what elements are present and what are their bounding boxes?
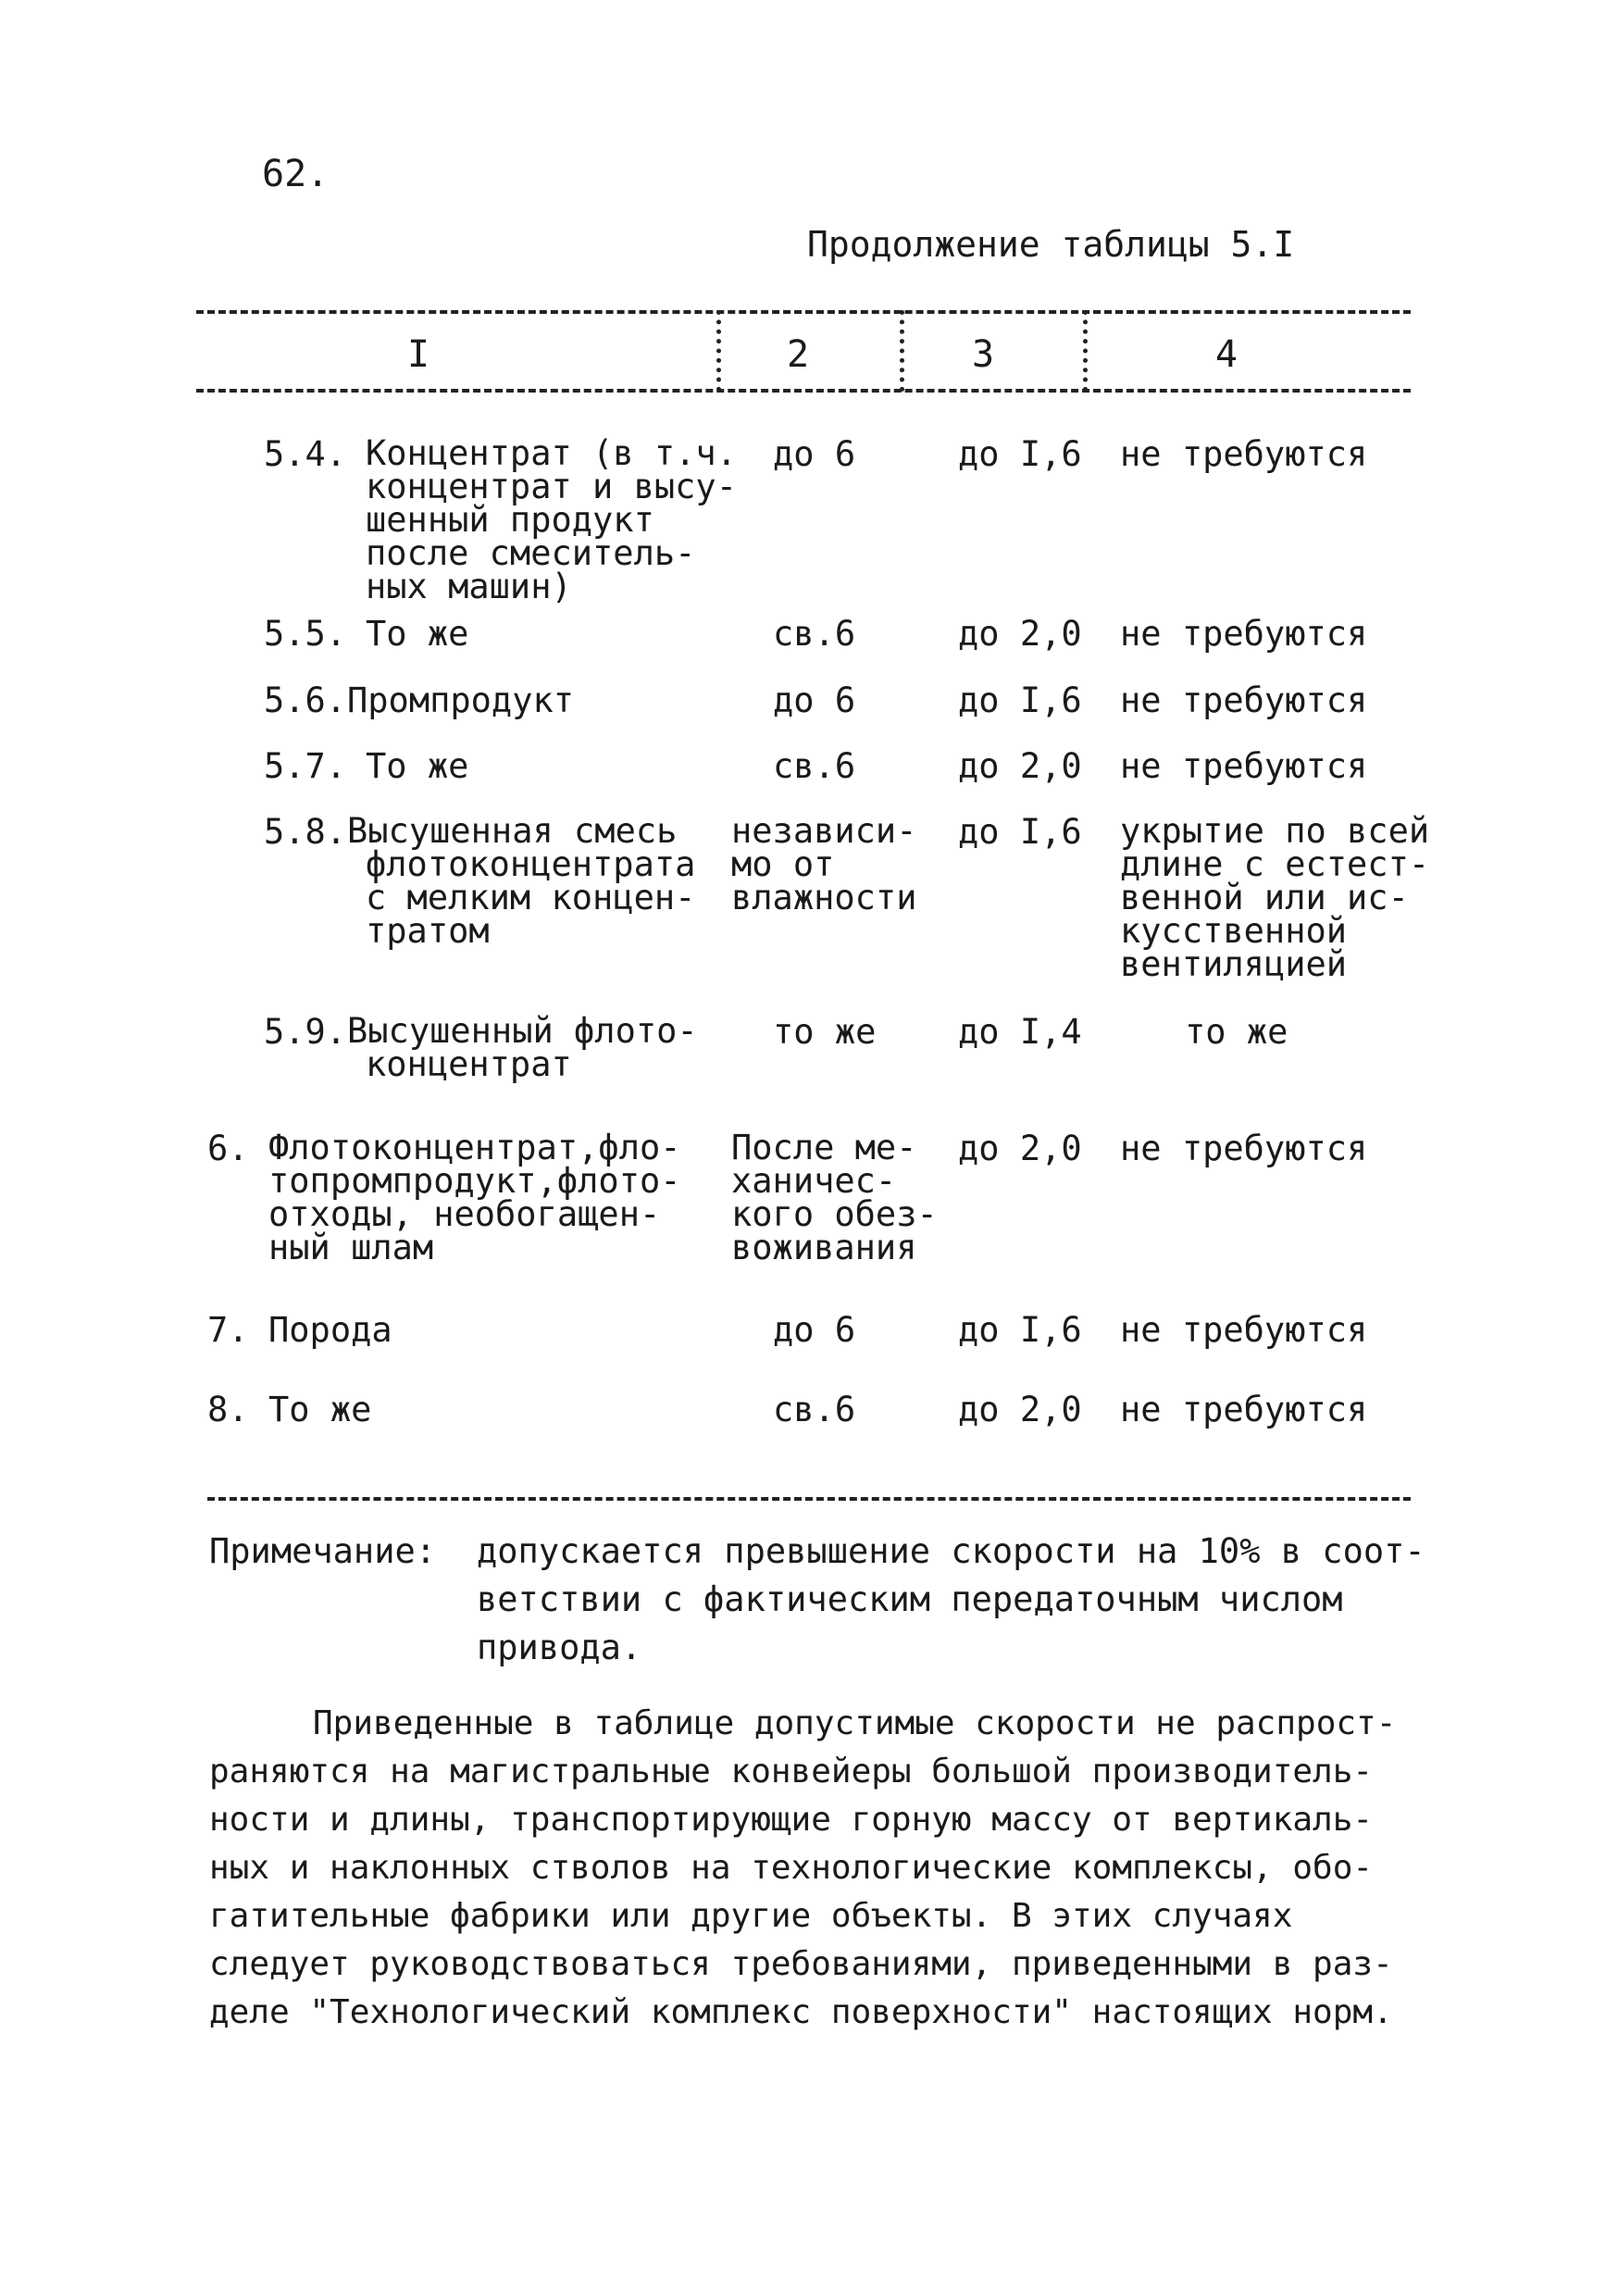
row-number: 6.: [207, 1129, 249, 1168]
row-requirements: укрытие по всей длине с естест- венной или ис- кусственной вентиляцией: [1120, 811, 1430, 984]
row-speed: до I,4: [958, 1012, 1082, 1052]
row-requirements: не требуются: [1120, 434, 1368, 474]
column-separator: [1083, 310, 1088, 392]
row-name: То же: [268, 1390, 372, 1429]
row-number: 5.8.: [264, 812, 347, 852]
column-separator: [900, 310, 904, 392]
row-name: Высушенный флото- концентрат: [347, 1011, 698, 1084]
row-number: 5.5.: [264, 614, 347, 654]
row-requirements: не требуются: [1120, 614, 1368, 654]
page-number: 62.: [262, 153, 330, 195]
note-label: Примечание:: [209, 1531, 437, 1571]
row-moisture: После ме- ханичес- кого обез- воживания: [731, 1128, 938, 1267]
row-number: 5.9.: [264, 1012, 347, 1052]
header-col-4: 4: [1215, 333, 1238, 376]
row-name: Флотоконцентрат,фло- топромпродукт,флото- отходы, необогащен- ный шлам: [268, 1128, 681, 1267]
table-top-rule: [196, 310, 1411, 314]
row-speed: до 2,0: [958, 614, 1082, 654]
row-name: Порода: [268, 1310, 392, 1350]
row-moisture: то же: [773, 1012, 877, 1052]
row-speed: до 2,0: [958, 1390, 1082, 1429]
header-col-3: 3: [972, 333, 995, 376]
row-requirements: не требуются: [1120, 680, 1368, 720]
row-name: Промпродукт: [347, 680, 575, 720]
row-number: 5.7.: [264, 746, 347, 786]
row-name: Высушенная смесь флотоконцентрата с мелким концен- тратом: [347, 811, 696, 951]
row-moisture: до 6: [773, 434, 856, 474]
row-requirements: то же: [1185, 1012, 1288, 1052]
row-requirements: не требуются: [1120, 746, 1368, 786]
body-paragraph: Приведенные в таблице допустимые скорости не распрост- раняются на магистральные конвейеры большой производитель- ности и длины, транспортирующие горную массу от вертикаль- ных и наклонных стволов на технологические комплексы, обо- гатительные фабрики или другие объекты. В этих случаях следует руководствоваться требованиями, приведенными в раз- деле "Технологический комплекс поверхности" настоящих норм.: [209, 1704, 1397, 2031]
row-moisture: независи- мо от влажности: [731, 811, 917, 917]
row-speed: до I,6: [958, 812, 1082, 852]
table-caption: Продолжение таблицы 5.I: [807, 224, 1295, 265]
row-moisture: до 6: [773, 680, 856, 720]
header-col-2: 2: [787, 333, 810, 376]
row-name: То же: [366, 746, 469, 786]
header-col-1: I: [407, 333, 430, 376]
row-moisture: до 6: [773, 1310, 856, 1350]
row-moisture: св.6: [773, 614, 856, 654]
row-speed: до 2,0: [958, 1129, 1082, 1168]
row-name: То же: [366, 614, 469, 654]
row-moisture: св.6: [773, 746, 856, 786]
header-bottom-rule: [196, 389, 1411, 393]
row-speed: до I,6: [958, 1310, 1082, 1350]
row-requirements: не требуются: [1120, 1129, 1368, 1168]
row-number: 5.6.: [264, 680, 347, 720]
table-bottom-rule: [207, 1497, 1411, 1501]
row-number: 5.4.: [264, 434, 347, 474]
row-number: 7.: [207, 1310, 249, 1350]
row-name: Концентрат (в т.ч. концентрат и высу- шенный продукт после смеситель- ных машин): [366, 433, 737, 606]
row-requirements: не требуются: [1120, 1310, 1368, 1350]
row-speed: до I,6: [958, 680, 1082, 720]
row-number: 8.: [207, 1390, 249, 1429]
row-moisture: св.6: [773, 1390, 856, 1429]
row-requirements: не требуются: [1120, 1390, 1368, 1429]
note-text: допускается превышение скорости на 10% в соот- ветствии с фактическим передаточным числом привода.: [477, 1531, 1425, 1667]
column-separator: [716, 310, 721, 392]
row-speed: до I,6: [958, 434, 1082, 474]
row-speed: до 2,0: [958, 746, 1082, 786]
